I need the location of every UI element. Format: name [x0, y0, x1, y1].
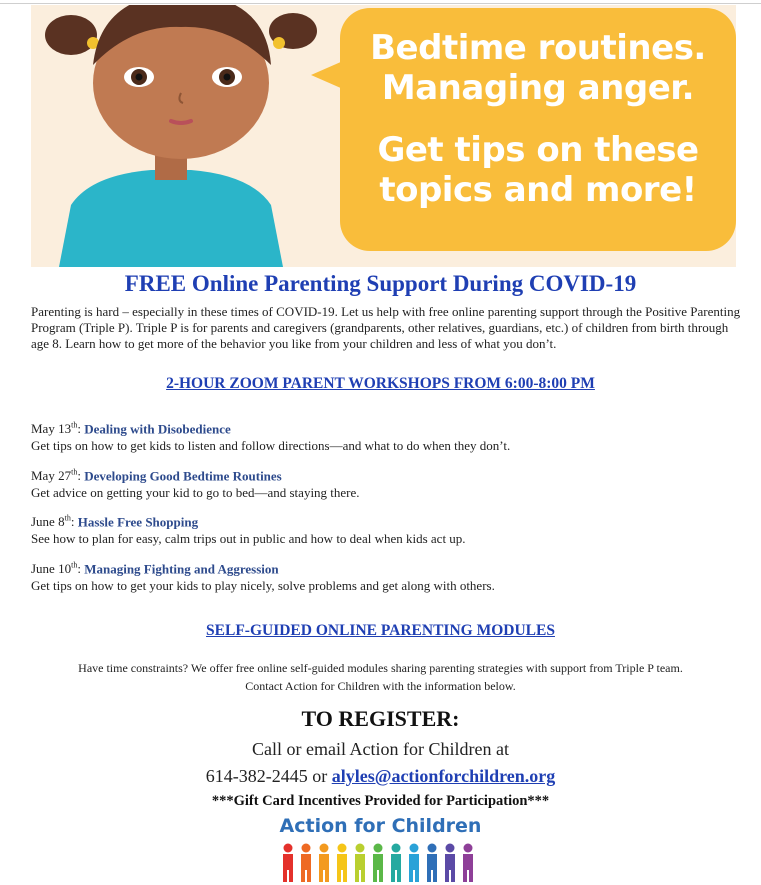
org-logo-text: Action for Children — [279, 815, 482, 837]
workshop-description: Get tips on how to get your kids to play nicely, solve problems and get along with others. — [31, 578, 495, 594]
workshop-description: Get tips on how to get kids to listen and follow directions—and what to do when they don’t. — [31, 438, 511, 454]
speech-bubble-tail — [311, 61, 343, 89]
bubble-line-3: Get tips on these — [377, 130, 699, 170]
modules-line-1: Have time constraints? We offer free online self-guided modules sharing parenting strategies with support from Triple P team. — [78, 661, 683, 675]
speech-bubble — [340, 8, 736, 251]
workshop-date: May 27th: — [31, 468, 85, 484]
top-divider — [0, 3, 761, 4]
register-title: TO REGISTER: — [301, 706, 460, 731]
bubble-line-2: Managing anger. — [381, 68, 695, 108]
workshop-description: See how to plan for easy, calm trips out in public and how to deal when kids act up. — [31, 531, 466, 547]
workshop-title: Developing Good Bedtime Routines — [84, 468, 282, 484]
register-instructions: Call or email Action for Children at — [252, 739, 509, 759]
workshops-heading: 2-HOUR ZOOM PARENT WORKSHOPS FROM 6:00-8:00 PM — [166, 375, 595, 392]
email-link[interactable]: alyles@actionforchildren.org — [331, 766, 556, 786]
workshop-item — [31, 417, 741, 454]
modules-heading: SELF-GUIDED ONLINE PARENTING MODULES — [206, 622, 555, 639]
contact-line — [0, 766, 761, 787]
modules-description — [0, 659, 761, 695]
workshop-title: Dealing with Disobedience — [84, 421, 231, 437]
intro-paragraph: Parenting is hard – especially in these times of COVID-19. Let us help with free online parenting support through the Positive Parenting Program (Triple P). Triple P is for parents and caregivers (grandparents, other relatives, guardians, etc.) of children from birth through age 8. Learn how to get more of the behavior you like from your children and less of what you don’t. — [31, 304, 741, 351]
workshop-item — [31, 464, 741, 501]
workshop-title: Hassle Free Shopping — [77, 514, 199, 530]
girl-illustration — [31, 5, 341, 267]
modules-line-2: Contact Action for Children with the information below. — [245, 679, 516, 693]
phone-number: 614-382-2445 or — [205, 766, 328, 786]
workshop-title: Managing Fighting and Aggression — [84, 561, 279, 577]
page-title: FREE Online Parenting Support During COVID-19 — [124, 271, 637, 296]
workshop-item — [31, 557, 741, 594]
workshop-description: Get advice on getting your kid to go to bed—and staying there. — [31, 485, 360, 501]
bubble-text — [340, 28, 736, 210]
workshop-date: June 8th: — [31, 514, 78, 530]
children-logo-icon — [280, 842, 485, 884]
bubble-line-4: topics and more! — [379, 170, 697, 210]
hero-banner — [31, 5, 736, 267]
bubble-line-1: Bedtime routines. — [370, 28, 706, 68]
workshop-date: May 13th: — [31, 421, 85, 437]
workshop-item — [31, 510, 741, 547]
gift-card-note: ***Gift Card Incentives Provided for Participation*** — [211, 793, 550, 809]
workshop-date: June 10th: — [31, 561, 85, 577]
